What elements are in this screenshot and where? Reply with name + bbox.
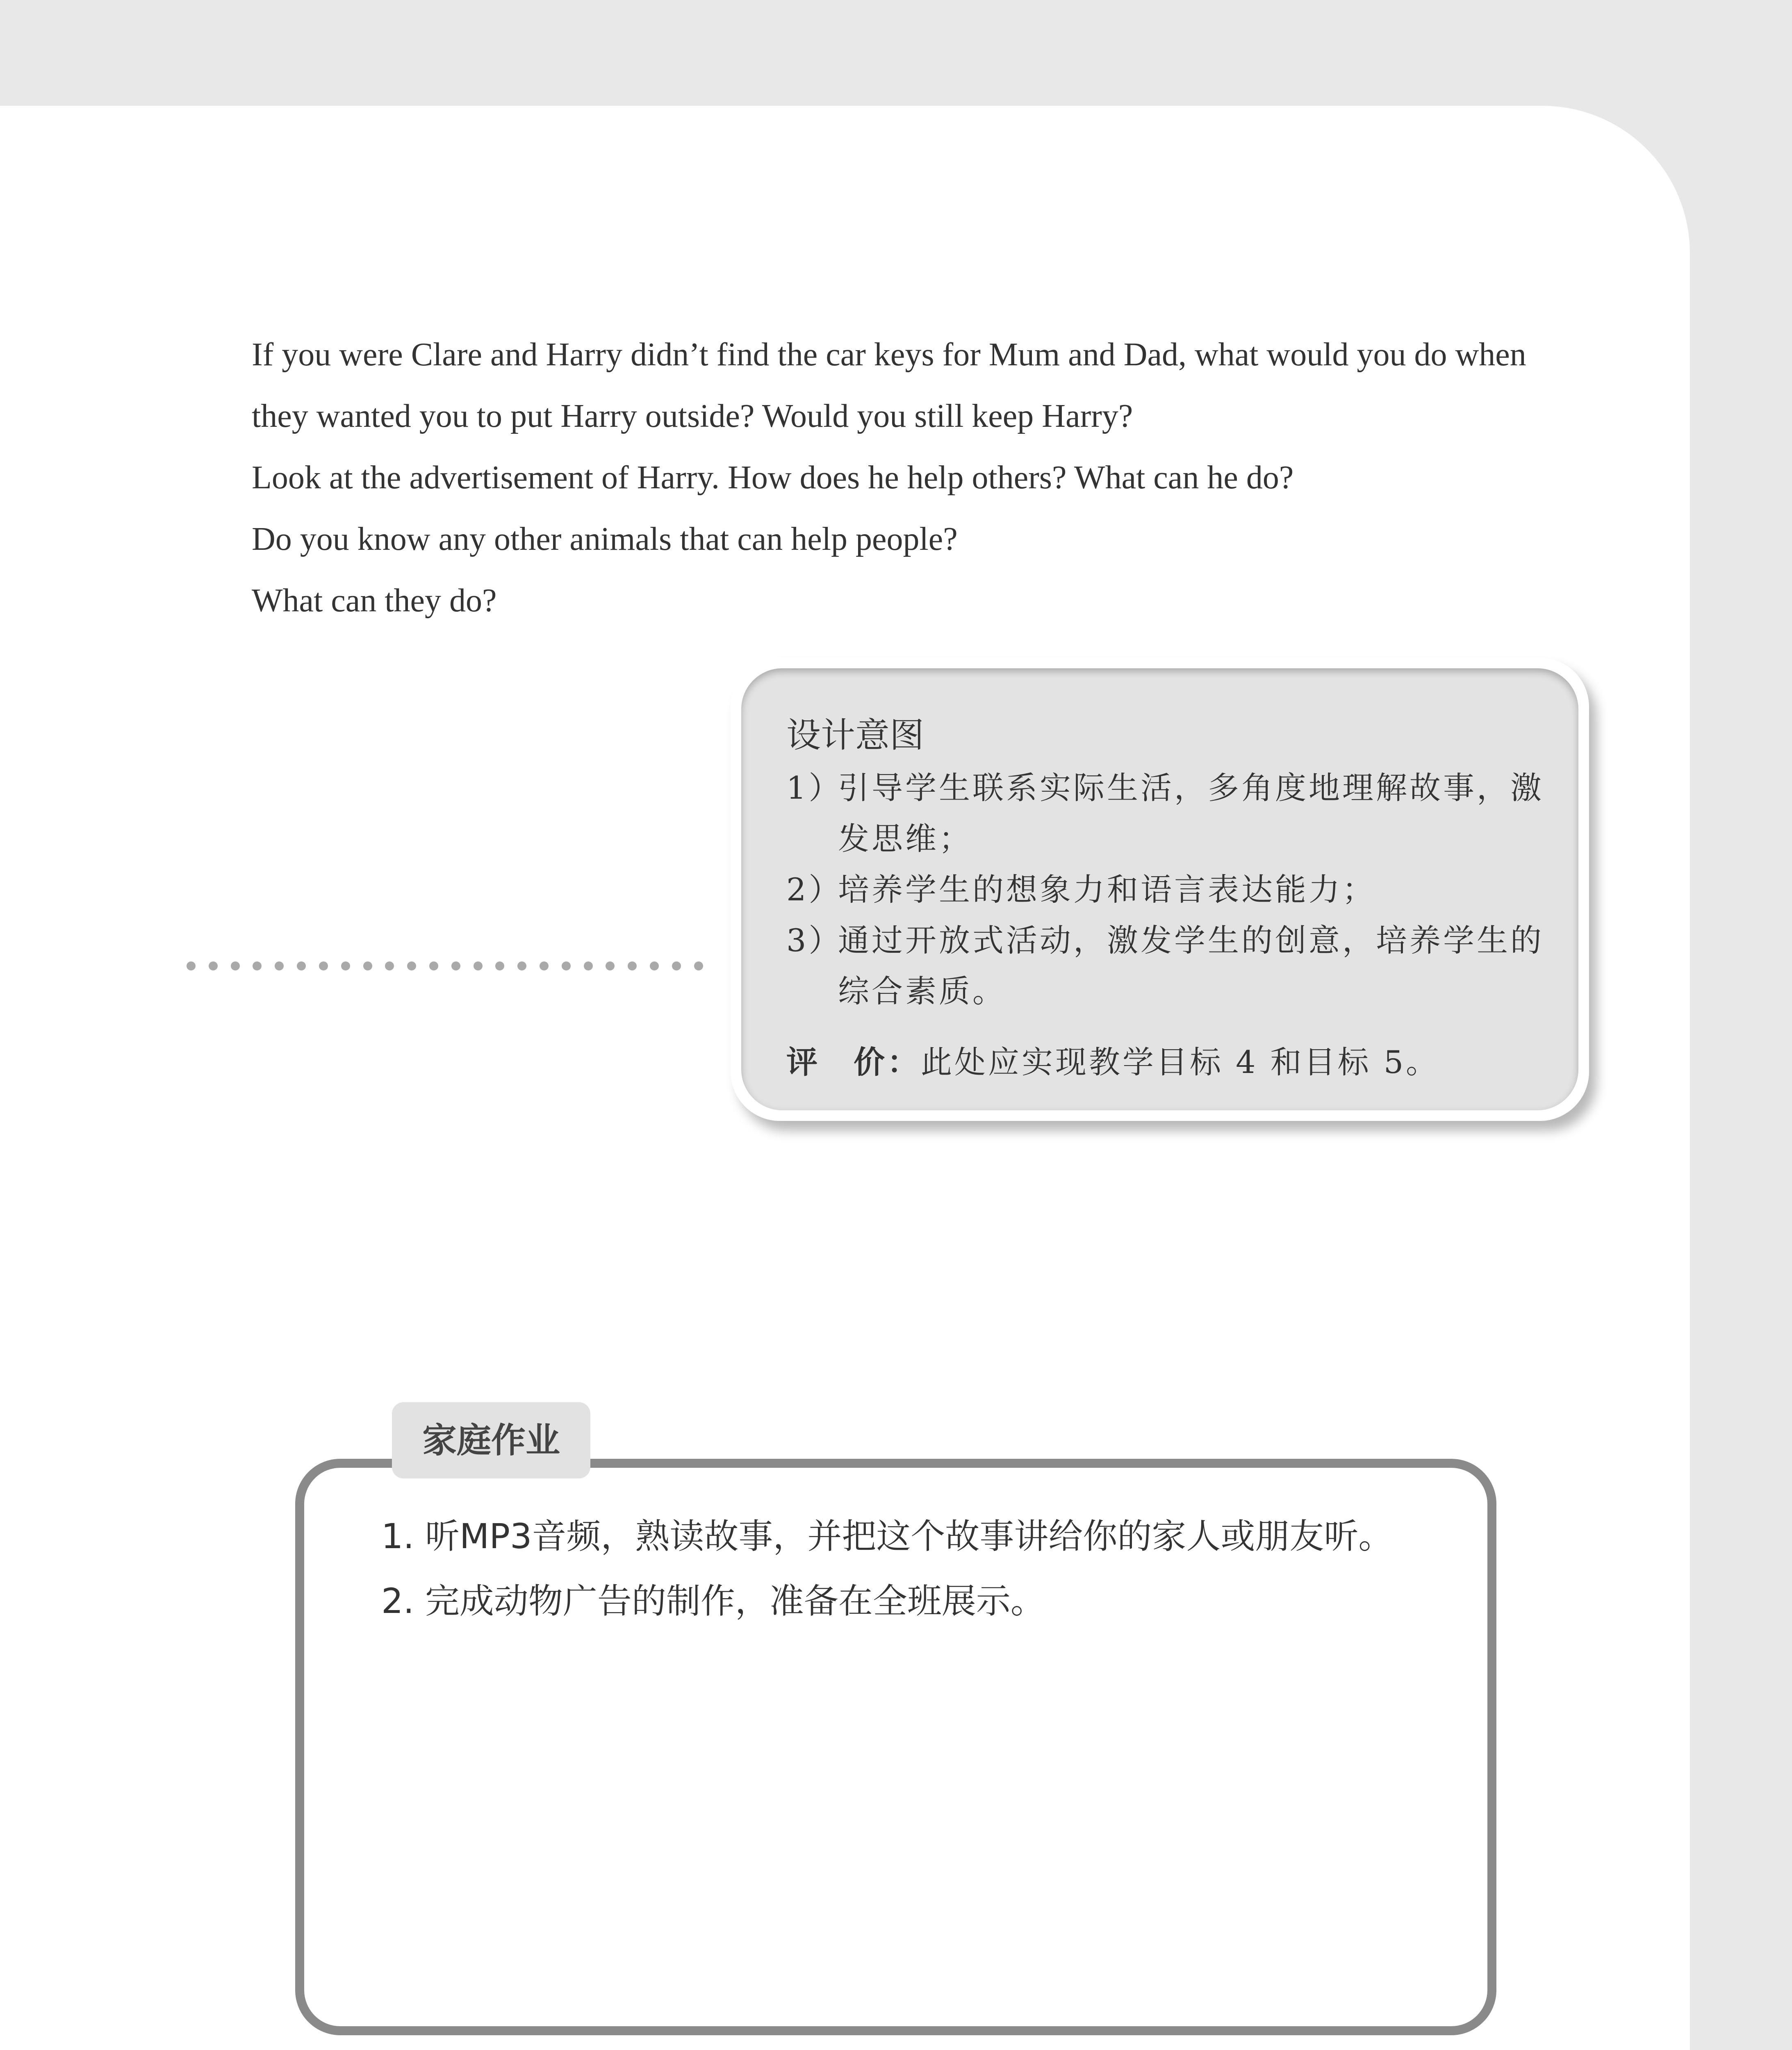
design-intent-box xyxy=(731,658,1589,1121)
item-number: 2） xyxy=(786,871,842,908)
item-number: 1） xyxy=(786,770,842,806)
evaluation-label: 评 价： xyxy=(786,1044,921,1080)
homework-item-1: 1. 听MP3音频，熟读故事，并把这个故事讲给你的家人或朋友听。 xyxy=(381,1516,1393,1556)
question-line-4: Do you know any other animals that can help people? xyxy=(252,521,958,557)
design-intent-item-3 xyxy=(786,915,1549,1017)
evaluation-text: 此处应实现教学目标 4 和目标 5。 xyxy=(921,1044,1440,1080)
homework-title-tab: 家庭作业 xyxy=(392,1402,590,1478)
dotted-connector xyxy=(187,960,703,972)
design-intent-title: 设计意图 xyxy=(786,715,924,755)
item-text-continued: 综合素质。 xyxy=(838,973,1006,1009)
item-text: 引导学生联系实际生活，多角度地理解故事，激 xyxy=(838,770,1544,806)
homework-item-2: 2. 完成动物广告的制作，准备在全班展示。 xyxy=(381,1581,1045,1621)
design-intent-item-2 xyxy=(786,864,1549,915)
question-line-3: Look at the advertisement of Harry. How does he help others? What can he do? xyxy=(252,460,1294,496)
question-line-2: they wanted you to put Harry outside? Would you still keep Harry? xyxy=(252,398,1133,434)
evaluation-line xyxy=(786,1037,1439,1082)
item-number: 3） xyxy=(786,922,842,959)
discussion-questions xyxy=(252,324,1625,631)
item-text: 通过开放式活动，激发学生的创意，培养学生的 xyxy=(838,922,1544,959)
item-text: 培养学生的想象力和语言表达能力； xyxy=(838,871,1376,908)
design-intent-panel xyxy=(741,668,1578,1110)
item-text-continued: 发思维； xyxy=(838,820,972,857)
design-intent-item-1 xyxy=(786,763,1549,864)
question-line-1: If you were Clare and Harry didn’t find the car keys for Mum and Dad, what would you do when xyxy=(252,337,1526,373)
question-line-5: What can they do? xyxy=(252,583,497,619)
